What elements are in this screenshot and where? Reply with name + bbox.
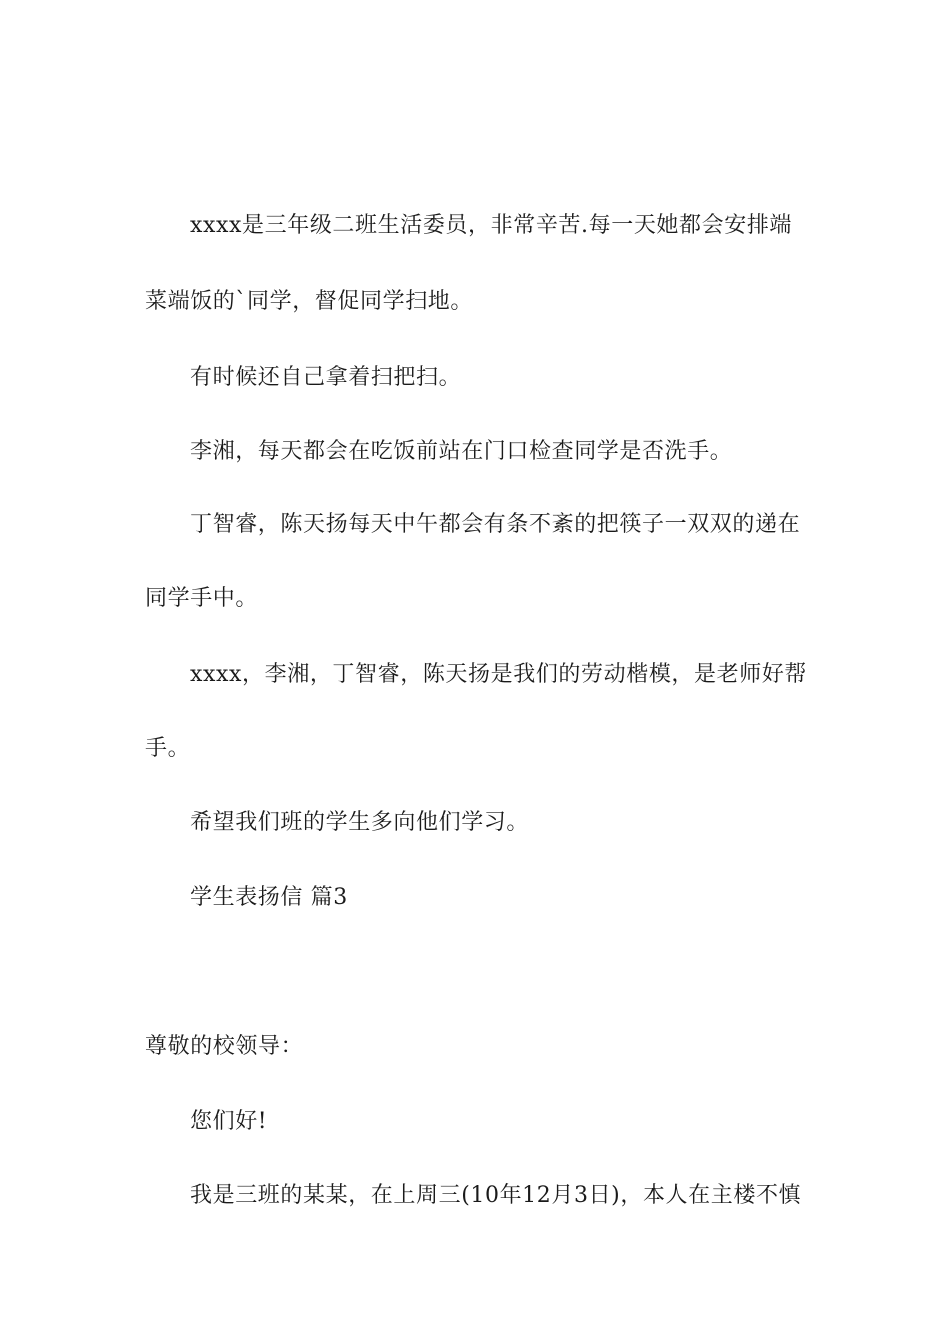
paragraph-line: 李湘，每天都会在吃饭前站在门口检查同学是否洗手。	[190, 439, 733, 464]
section-heading: 学生表扬信 篇3	[190, 885, 348, 910]
paragraph-line: 手。	[145, 736, 191, 761]
paragraph-line: 菜端饭的`同学，督促同学扫地。	[145, 289, 474, 314]
paragraph-line: xxxx是三年级二班生活委员，非常辛苦.每一天她都会安排端	[190, 213, 793, 238]
salutation: 尊敬的校领导：	[145, 1034, 304, 1059]
paragraph-line: xxxx，李湘，丁智睿，陈天扬是我们的劳动楷模，是老师好帮	[190, 662, 808, 687]
paragraph-line: 我是三班的某某，在上周三(10年12月3日)，本人在主楼不慎	[190, 1183, 802, 1208]
paragraph-line: 同学手中。	[145, 586, 259, 611]
paragraph-line: 希望我们班的学生多向他们学习。	[190, 810, 530, 835]
paragraph-line: 丁智睿，陈天扬每天中午都会有条不紊的把筷子一双双的递在	[190, 512, 801, 537]
paragraph-line: 有时候还自己拿着扫把扫。	[190, 365, 462, 390]
greeting: 您们好!	[190, 1109, 268, 1134]
